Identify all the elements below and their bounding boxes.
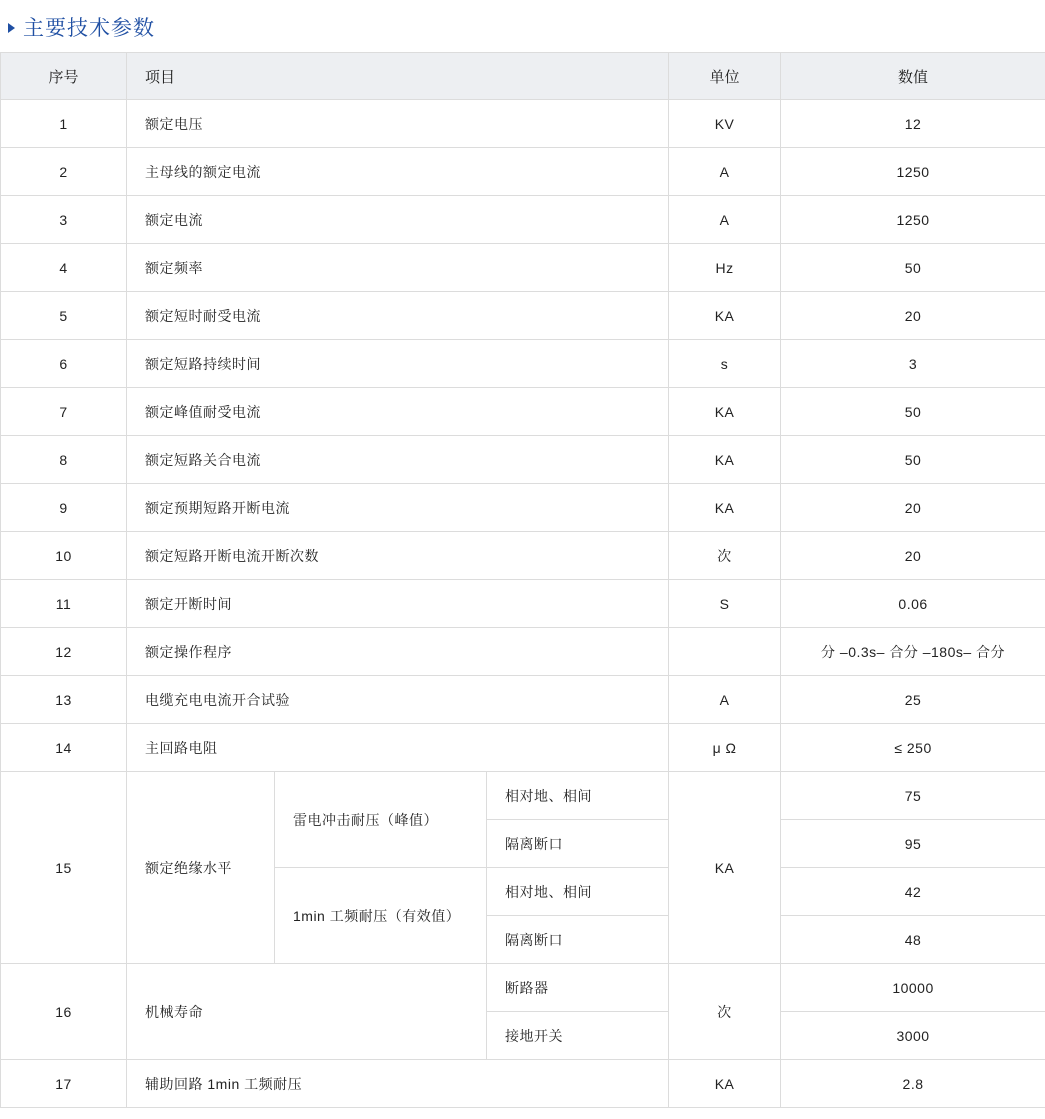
cell-value: 3 xyxy=(781,340,1045,388)
cell-value: 20 xyxy=(781,532,1045,580)
triangle-right-icon xyxy=(8,23,15,33)
column-header-item: 项目 xyxy=(127,53,669,100)
cell-value: 50 xyxy=(781,436,1045,484)
cell-no: 6 xyxy=(1,340,127,388)
cell-item: 主回路电阻 xyxy=(127,724,669,772)
table-header-row xyxy=(1,53,1045,100)
cell-no: 13 xyxy=(1,676,127,724)
cell-item: 额定开断时间 xyxy=(127,580,669,628)
table-row xyxy=(1,388,1045,436)
cell-item: 电缆充电电流开合试验 xyxy=(127,676,669,724)
cell-no: 4 xyxy=(1,244,127,292)
cell-subitem: 相对地、相间 xyxy=(487,772,669,820)
technical-parameters-table xyxy=(0,52,1045,1108)
cell-subitem: 隔离断口 xyxy=(487,916,669,964)
table-row xyxy=(1,196,1045,244)
cell-unit: KA xyxy=(669,772,781,964)
cell-item: 额定电流 xyxy=(127,196,669,244)
cell-no: 3 xyxy=(1,196,127,244)
cell-no: 8 xyxy=(1,436,127,484)
cell-unit: A xyxy=(669,676,781,724)
table-row xyxy=(1,340,1045,388)
table-row xyxy=(1,628,1045,676)
cell-value: 12 xyxy=(781,100,1045,148)
cell-unit: KA xyxy=(669,1060,781,1108)
page-title-label: 主要技术参数 xyxy=(23,17,155,40)
cell-no: 1 xyxy=(1,100,127,148)
cell-item: 额定短时耐受电流 xyxy=(127,292,669,340)
cell-unit: μ Ω xyxy=(669,724,781,772)
table-body xyxy=(1,100,1045,1108)
table-row xyxy=(1,292,1045,340)
cell-value: 20 xyxy=(781,484,1045,532)
cell-unit: S xyxy=(669,580,781,628)
cell-no: 15 xyxy=(1,772,127,964)
cell-value: 75 xyxy=(781,772,1045,820)
cell-item: 额定绝缘水平 xyxy=(127,772,275,964)
cell-item: 额定短路持续时间 xyxy=(127,340,669,388)
cell-subitem: 接地开关 xyxy=(487,1012,669,1060)
cell-unit: A xyxy=(669,148,781,196)
cell-value: 分 –0.3s– 合分 –180s– 合分 xyxy=(781,628,1045,676)
table-row xyxy=(1,244,1045,292)
cell-value: 42 xyxy=(781,868,1045,916)
cell-unit: KV xyxy=(669,100,781,148)
cell-no: 10 xyxy=(1,532,127,580)
table-row xyxy=(1,724,1045,772)
table-row xyxy=(1,676,1045,724)
cell-no: 16 xyxy=(1,964,127,1060)
cell-unit: Hz xyxy=(669,244,781,292)
cell-unit: A xyxy=(669,196,781,244)
cell-item: 辅助回路 1min 工频耐压 xyxy=(127,1060,669,1108)
cell-item: 额定电压 xyxy=(127,100,669,148)
cell-item: 额定短路关合电流 xyxy=(127,436,669,484)
table-row xyxy=(1,1060,1045,1108)
cell-value: 50 xyxy=(781,388,1045,436)
table-row xyxy=(1,436,1045,484)
cell-value: 20 xyxy=(781,292,1045,340)
cell-value: 3000 xyxy=(781,1012,1045,1060)
cell-no: 9 xyxy=(1,484,127,532)
cell-value: 48 xyxy=(781,916,1045,964)
cell-item: 额定短路开断电流开断次数 xyxy=(127,532,669,580)
table-row xyxy=(1,772,1045,820)
cell-unit: 次 xyxy=(669,964,781,1060)
cell-no: 14 xyxy=(1,724,127,772)
cell-item: 额定操作程序 xyxy=(127,628,669,676)
cell-subgroup-label: 1min 工频耐压（有效值） xyxy=(275,868,487,964)
cell-subgroup-label: 雷电冲击耐压（峰值） xyxy=(275,772,487,868)
column-header-unit: 单位 xyxy=(669,53,781,100)
cell-no: 7 xyxy=(1,388,127,436)
cell-value: 2.8 xyxy=(781,1060,1045,1108)
table-row xyxy=(1,580,1045,628)
cell-item: 主母线的额定电流 xyxy=(127,148,669,196)
cell-unit: s xyxy=(669,340,781,388)
cell-value: 10000 xyxy=(781,964,1045,1012)
cell-no: 12 xyxy=(1,628,127,676)
table-row xyxy=(1,100,1045,148)
column-header-no: 序号 xyxy=(1,53,127,100)
cell-subitem: 相对地、相间 xyxy=(487,868,669,916)
cell-value: 1250 xyxy=(781,196,1045,244)
cell-unit: KA xyxy=(669,388,781,436)
cell-item: 机械寿命 xyxy=(127,964,487,1060)
cell-value: 0.06 xyxy=(781,580,1045,628)
cell-value: ≤ 250 xyxy=(781,724,1045,772)
page-title xyxy=(0,0,1045,52)
cell-subitem: 断路器 xyxy=(487,964,669,1012)
table-row xyxy=(1,148,1045,196)
cell-value: 25 xyxy=(781,676,1045,724)
table-header xyxy=(1,53,1045,100)
cell-unit: 次 xyxy=(669,532,781,580)
cell-value: 50 xyxy=(781,244,1045,292)
cell-unit: KA xyxy=(669,436,781,484)
cell-unit: KA xyxy=(669,292,781,340)
cell-no: 11 xyxy=(1,580,127,628)
table-row xyxy=(1,484,1045,532)
cell-item: 额定峰值耐受电流 xyxy=(127,388,669,436)
cell-value: 95 xyxy=(781,820,1045,868)
cell-no: 2 xyxy=(1,148,127,196)
cell-item: 额定频率 xyxy=(127,244,669,292)
cell-no: 5 xyxy=(1,292,127,340)
column-header-value: 数值 xyxy=(781,53,1045,100)
table-row xyxy=(1,964,1045,1012)
table-row xyxy=(1,532,1045,580)
cell-item: 额定预期短路开断电流 xyxy=(127,484,669,532)
cell-unit: KA xyxy=(669,484,781,532)
cell-no: 17 xyxy=(1,1060,127,1108)
cell-subitem: 隔离断口 xyxy=(487,820,669,868)
cell-value: 1250 xyxy=(781,148,1045,196)
cell-unit xyxy=(669,628,781,676)
